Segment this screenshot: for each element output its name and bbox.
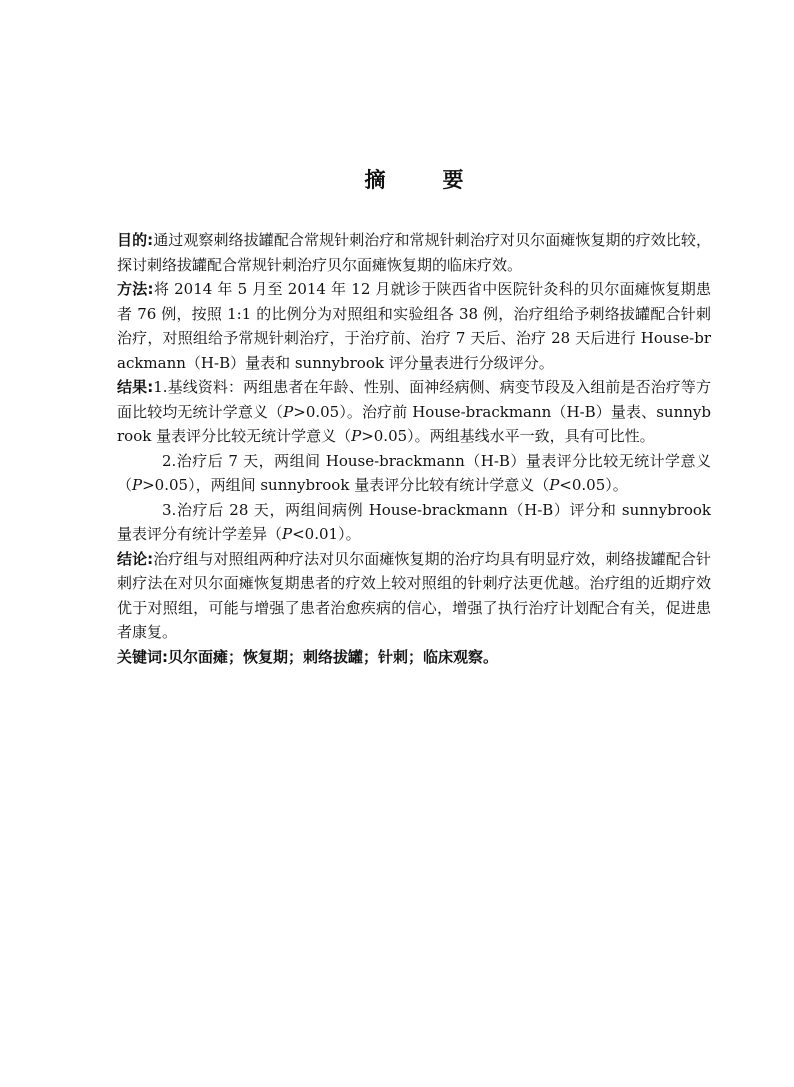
results-3-part-b: <0.01）。 [292,525,361,543]
methods-paragraph [117,277,711,375]
results-1-part-a: 1.基线资料：两组患者在年龄、性别、面神经病侧、病变节段及入组前是否治疗等方面比较均无统计学意义（ [117,378,711,421]
results-3-part-a: 3.治疗后 28 天，两组间病例 House-brackmann（H-B）评分和 sunnybrook 量表评分有统计学差异（ [117,500,711,543]
results-1-part-c: >0.05）。两组基线水平一致，具有可比性。 [361,427,655,445]
results-paragraph-3 [117,498,711,547]
results-2-part-c: <0.05）。 [559,476,628,494]
results-1-part-b: >0.05）。治疗前 House-brackmann（H-B）量表、sunnybrook 量表评分比较无统计学意义（ [117,402,711,445]
objective-paragraph [117,228,711,277]
p-symbol: P [351,427,362,445]
p-symbol: P [549,476,560,494]
conclusion-paragraph [117,547,711,645]
keywords-paragraph [117,645,711,670]
keywords-label: 关键词: [117,647,168,666]
conclusion-label: 结论: [117,549,154,568]
page-title: 摘 要 [364,168,482,192]
methods-text: 将 2014 年 5 月至 2014 年 12 月就诊于陕西省中医院针灸科的贝尔面瘫恢复期患者 76 例，按照 1:1 的比例分为对照组和实验组各 38 例，治疗组给予刺络拔罐配合针刺治疗，对照组给予常规针刺治疗，于治疗前、治疗 7 天后、治疗 28 天后进行 House-brackmann（H-B）量表和 sunnybrook 评分量表进行分级评分。 [117,280,711,372]
objective-label: 目的: [117,231,154,249]
p-symbol: P [283,402,294,421]
p-symbol: P [132,476,143,494]
p-symbol: P [282,525,293,543]
results-2-part-a: 2.治疗后 7 天，两组间 House-brackmann（H-B）量表评分比较无统计学意义（ [117,451,711,494]
conclusion-text: 治疗组与对照组两种疗法对贝尔面瘫恢复期的治疗均具有明显疗效，刺络拔罐配合针刺疗法在对贝尔面瘫恢复期患者的疗效上较对照组的针刺疗法更优越。治疗组的近期疗效优于对照组，可能与增强了患者治愈疾病的信心，增强了执行治疗计划配合有关，促进患者康复。 [117,549,711,641]
objective-text: 通过观察刺络拔罐配合常规针刺治疗和常规针刺治疗对贝尔面瘫恢复期的疗效比较，探讨刺络拔罐配合常规针刺治疗贝尔面瘫恢复期的临床疗效。 [117,231,711,274]
results-2-part-b: >0.05），两组间 sunnybrook 量表评分比较有统计学意义（ [142,476,550,494]
methods-label: 方法: [117,280,154,298]
results-label: 结果: [117,378,154,396]
results-paragraph-1 [117,375,711,449]
abstract-body [117,228,711,669]
keywords-text: 贝尔面瘫；恢复期；刺络拔罐；针刺；临床观察。 [168,647,499,666]
results-paragraph-2 [117,449,711,498]
